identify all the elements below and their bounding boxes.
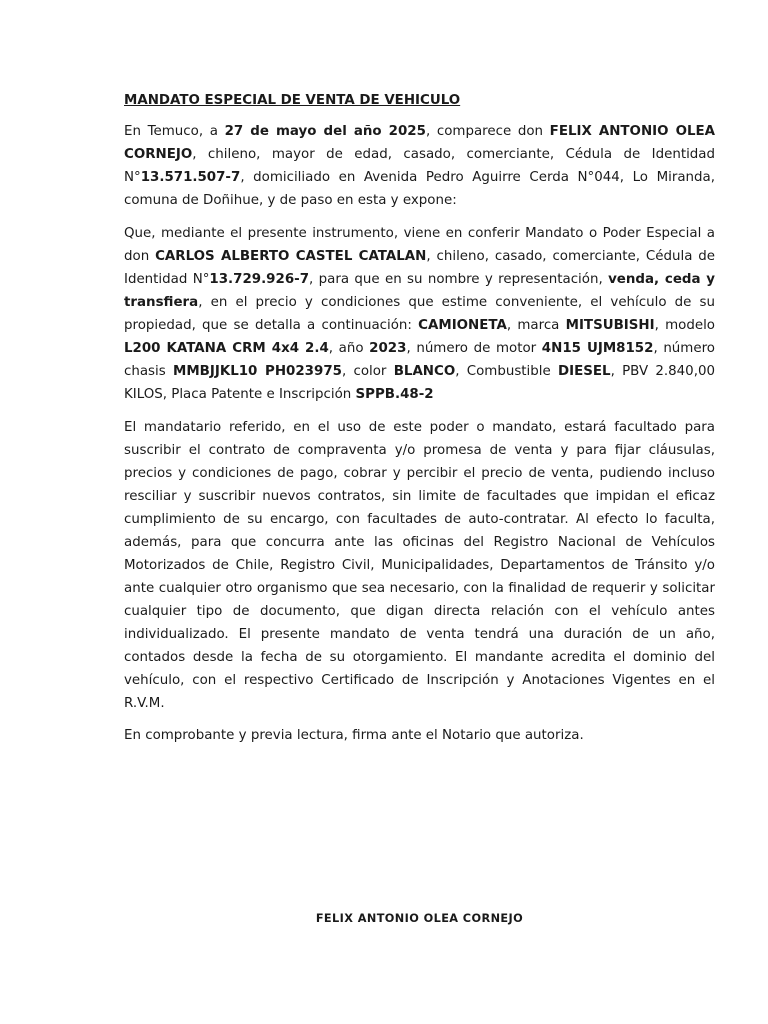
bold-text-segment: DIESEL	[558, 364, 611, 379]
text-segment: , domiciliado en Avenida Pedro Aguirre Cerda N°044, Lo Miranda, comuna de Doñihue, y de paso en esta y expone:	[124, 170, 715, 208]
text-segment: , número chasis	[124, 341, 715, 379]
text-segment: , chileno, mayor de edad, casado, comerciante, Cédula de Identidad N°	[124, 147, 715, 185]
paragraph-comparecencia	[124, 120, 715, 212]
text-segment: , PBV 2.840,00 KILOS, Placa Patente e Inscripción	[124, 364, 715, 402]
bold-text-segment: 13.571.507-7	[140, 170, 241, 185]
text-segment: , número de motor	[406, 341, 542, 356]
bold-text-segment: 2023	[369, 341, 407, 356]
text-segment: , en el precio y condiciones que estime conveniente, el vehículo de su propiedad, que se detalla a continuación:	[124, 295, 715, 333]
text-segment: En comprobante y previa lectura, firma ante el Notario que autoriza.	[124, 728, 584, 743]
text-segment: Que, mediante el presente instrumento, viene en conferir Mandato o Poder Especial a don	[124, 226, 715, 264]
text-segment: , modelo	[654, 318, 715, 333]
bold-text-segment: venda, ceda y transfiera	[124, 272, 716, 310]
document-body	[124, 90, 715, 757]
text-segment: En Temuco, a	[124, 124, 225, 139]
text-segment: , Combustible	[455, 364, 558, 379]
paragraph-mandato	[124, 222, 715, 406]
bold-text-segment: 4N15 UJM8152	[541, 341, 654, 356]
text-segment: , para que en su nombre y representación,	[309, 272, 609, 287]
bold-text-segment: CAMIONETA	[418, 318, 507, 333]
bold-text-segment: L200 KATANA CRM 4x4 2.4	[124, 341, 329, 356]
bold-text-segment: FELIX ANTONIO OLEA CORNEJO	[124, 124, 715, 162]
bold-text-segment: BLANCO	[393, 364, 456, 379]
document-title: MANDATO ESPECIAL DE VENTA DE VEHICULO	[124, 93, 461, 108]
text-segment: , chileno, casado, comerciante, Cédula de Identidad N°	[124, 249, 716, 287]
bold-text-segment: MMBJJKL10 PH023975	[173, 364, 342, 379]
bold-text-segment: 27 de mayo del año 2025	[224, 124, 426, 139]
paragraph-facultades	[124, 416, 715, 715]
text-segment: El mandatario referido, en el uso de este poder o mandato, estará facultado para suscribir el contrato de compraventa y/o promesa de venta y para fijar cláusulas, precios y condiciones de pago, cobrar y percibir el precio de venta, pudiendo incluso resciliar y suscribir nuevos contratos, sin limite de facultades que impidan el eficaz cumplimiento de su encargo, con facultades de auto-contratar. Al efecto lo faculta, además, para que concurra ante las oficinas del Registro Nacional de Vehículos Motorizados de Chile, Registro Civil, Municipalidades, Departamentos de Tránsito y/o ante cualquier otro organismo que sea necesario, con la finalidad de requerir y solicitar cualquier tipo de documento, que digan directa relación con el vehículo antes individualizado. El presente mandato de venta tendrá una duración de un año, contados desde la fecha de su otorgamiento. El mandante acredita el dominio del vehículo, con el respectivo Certificado de Inscripción y Anotaciones Vigentes en el R.V.M.	[124, 420, 715, 711]
signature-name: FELIX ANTONIO OLEA CORNEJO	[315, 912, 524, 925]
text-segment: , año	[328, 341, 370, 356]
text-segment: , comparece don	[425, 124, 550, 139]
text-segment: , color	[341, 364, 394, 379]
bold-text-segment: MITSUBISHI	[565, 318, 655, 333]
bold-text-segment: SPPB.48-2	[355, 387, 434, 402]
bold-text-segment: CARLOS ALBERTO CASTEL CATALAN	[155, 249, 427, 264]
bold-text-segment: 13.729.926-7	[209, 272, 310, 287]
paragraph-comprobante	[124, 724, 715, 747]
text-segment: , marca	[506, 318, 566, 333]
